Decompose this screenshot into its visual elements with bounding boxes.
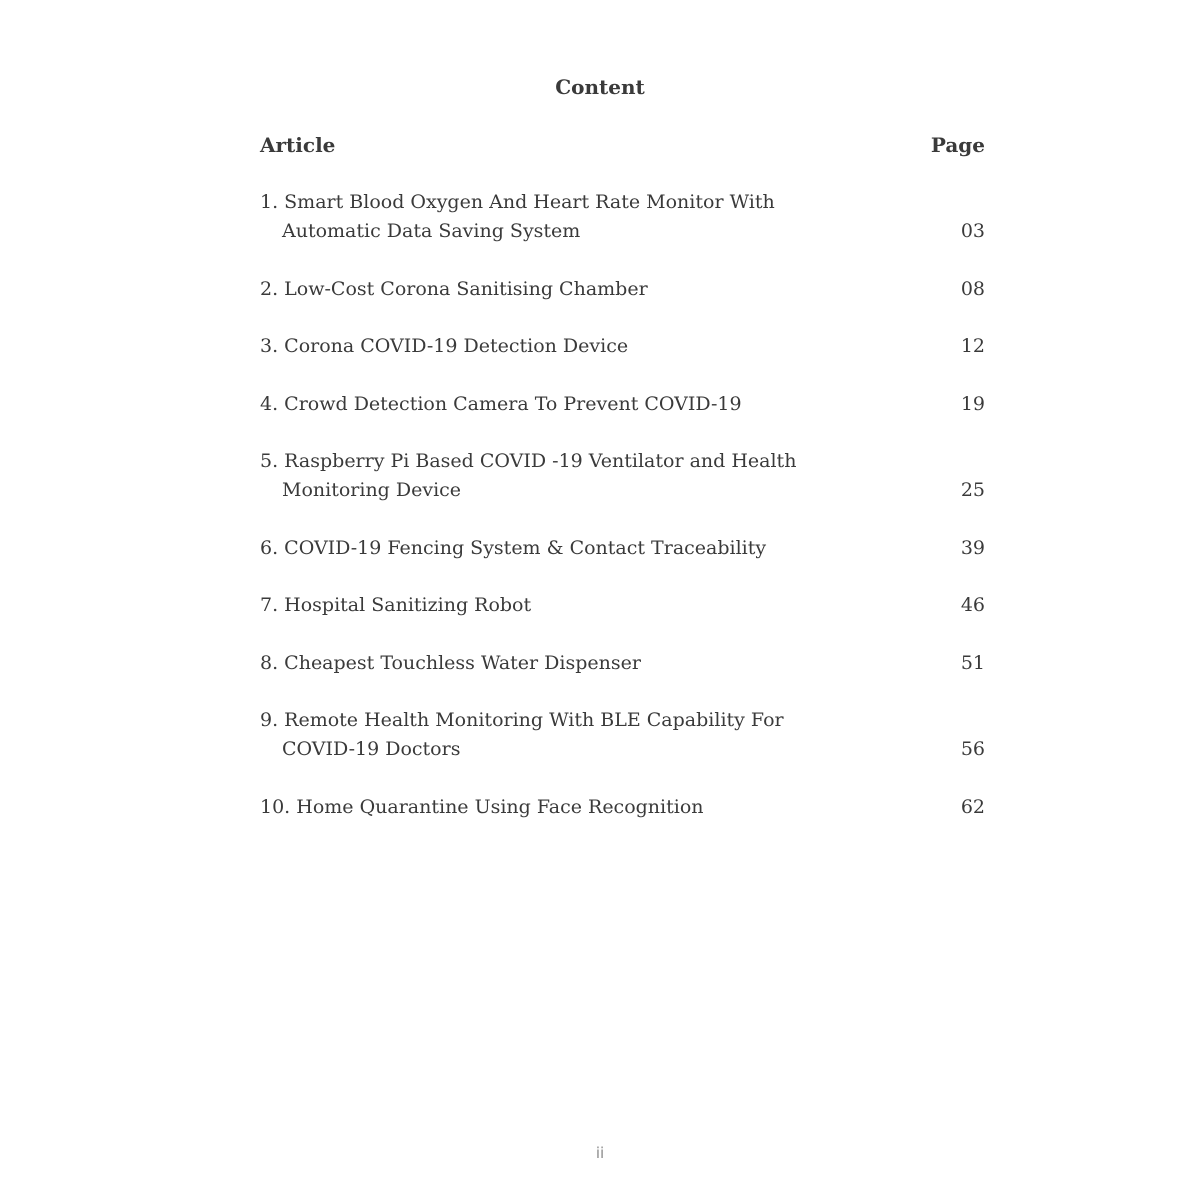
toc-entry-page-number: 39	[960, 536, 985, 559]
toc-entry-title: 3. Corona COVID-19 Detection Device	[260, 335, 629, 357]
toc-entry[interactable]	[260, 706, 990, 764]
toc-entry-title: 2. Low-Cost Corona Sanitising Chamber	[260, 277, 648, 300]
article-column-header: Article	[260, 133, 336, 157]
toc-entry-title-continued: Automatic Data Saving System	[282, 220, 581, 242]
page-title: Content	[555, 75, 645, 99]
toc-entry-page-number: 25	[960, 479, 985, 501]
toc-entry-page-number: 19	[960, 392, 985, 415]
toc-entry-title-continued: Monitoring Device	[282, 479, 462, 501]
toc-entry[interactable]	[260, 447, 990, 505]
toc-entry[interactable]	[260, 332, 990, 361]
page-number-footer: ii	[595, 1144, 605, 1162]
toc-entry-title: 8. Cheapest Touchless Water Dispenser	[260, 651, 641, 674]
toc-entry-title: 5. Raspberry Pi Based COVID -19 Ventilator and Health	[260, 450, 797, 472]
toc-entry[interactable]	[260, 591, 990, 620]
toc-entry-page-number: 03	[960, 220, 985, 242]
toc-entry[interactable]	[260, 275, 990, 304]
toc-entry-title: 6. COVID-19 Fencing System & Contact Traceability	[260, 536, 767, 559]
toc-entry-page-number: 08	[960, 277, 985, 300]
toc-entry[interactable]	[260, 390, 990, 419]
toc-entry-title: 1. Smart Blood Oxygen And Heart Rate Monitor With	[260, 191, 775, 213]
toc-entry-page-number: 51	[960, 651, 985, 674]
toc-entry[interactable]	[260, 649, 990, 678]
toc-entry-page-number: 46	[960, 594, 985, 616]
table-of-contents	[260, 188, 990, 850]
toc-entry-title: 10. Home Quarantine Using Face Recognition	[260, 795, 704, 818]
toc-entry-title: 4. Crowd Detection Camera To Prevent COVID-19	[260, 392, 742, 415]
toc-entry-page-number: 56	[960, 738, 985, 760]
toc-entry[interactable]	[260, 188, 990, 246]
toc-entry-page-number: 12	[960, 335, 985, 357]
toc-entry-title: 9. Remote Health Monitoring With BLE Capability For	[260, 709, 784, 731]
page-column-header: Page	[930, 133, 985, 157]
toc-entry-page-number: 62	[960, 795, 985, 818]
toc-entry[interactable]	[260, 793, 990, 822]
toc-entry[interactable]	[260, 534, 990, 563]
toc-entry-title: 7. Hospital Sanitizing Robot	[260, 594, 532, 616]
toc-entry-title-continued: COVID-19 Doctors	[282, 738, 461, 760]
